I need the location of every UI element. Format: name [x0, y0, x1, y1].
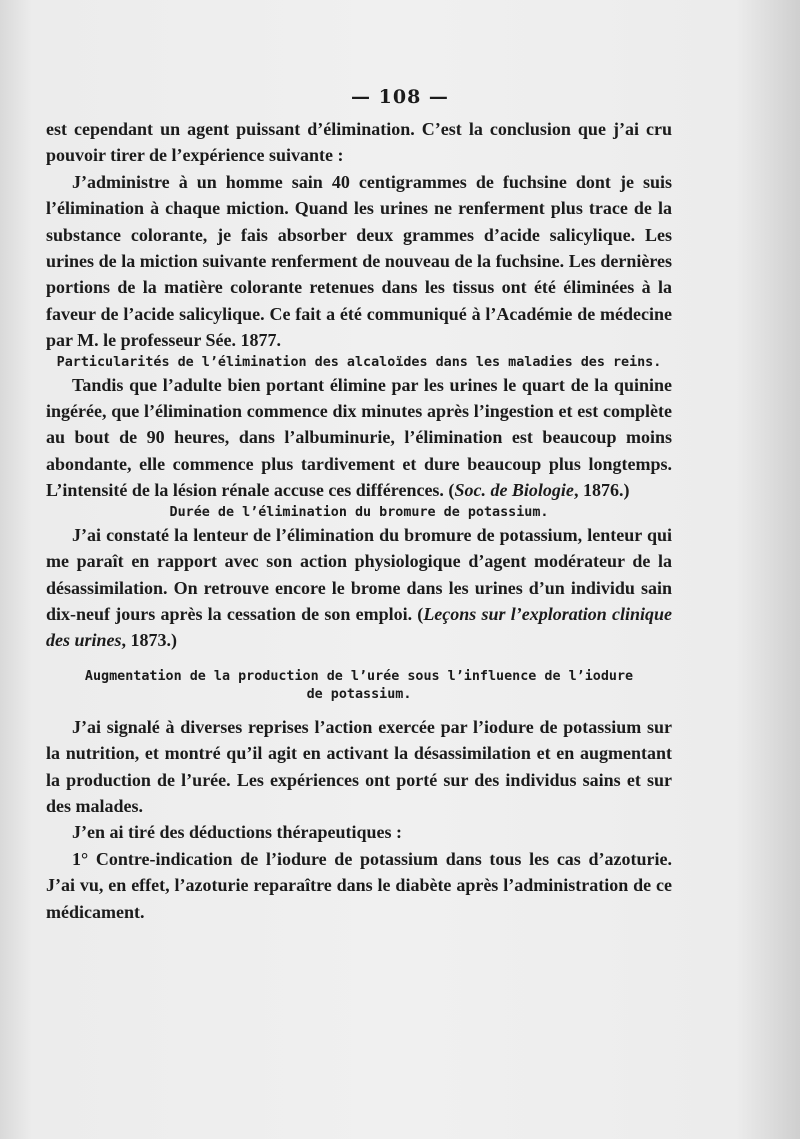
section-heading-bromure: Durée de l’élimination du bromure de potassium.: [169, 504, 549, 520]
paragraph-iodure: J’ai signalé à diverses reprises l’action exercée par l’iodure de potassium sur la nutrition, et montré qu’il agit en activant la désassimilation et en augmentant la production de l’urée. Les expériences ont porté sur des individus sains et sur des malades.: [46, 716, 672, 816]
paragraph-quinine: [46, 372, 672, 504]
section-heading-uree: [46, 668, 672, 704]
section-heading-uree-line2: de potassium.: [306, 686, 412, 702]
reference-soc-biologie: Soc. de Biologie: [454, 480, 574, 501]
page-number: — 108 —: [351, 86, 449, 108]
list-item-contre-indication: 1° Contre-indication de l’iodure de potassium dans tous les cas d’azoturie. J’ai vu, en effet, l’azoturie reparaître dans le diabète après l’administration de ce médicament.: [46, 848, 672, 922]
paragraph-deductions: J’en ai tiré des déductions thérapeutiques :: [72, 822, 402, 843]
section-heading-uree-line1: Augmentation de la production de l’urée sous l’influence de l’iodure: [84, 668, 634, 684]
paragraph-fuchsine-experiment: J’administre à un homme sain 40 centigrammes de fuchsine dont je suis l’élimination à chaque miction. Quand les urines ne renferment plus trace de la substance colorante, je fais absorber deux grammes d’acide salicylique. Les urines de la miction suivante renferment de nouveau de la fuchsine. Les dernières portions de la matière colorante retenues dans les tissus ont été éliminées à la faveur de l’acide salicylique. Ce fait a été communiqué à l’Académie de médecine par M. le professeur Sée. 1877.: [46, 171, 672, 351]
body-text: [46, 116, 672, 925]
paragraph-quinine-text: Tandis que l’adulte bien portant élimine par les urines le quart de la quinine ingérée, que l’élimination commence dix minutes après l’ingestion et est complète au bout de 90 heures, dans l’albuminurie, l’élimination est beaucoup moins abondante, elle commence plus tardivement et dure beaucoup plus longtemps. L’intensité de la lésion rénale accuse ces différences. (: [46, 374, 672, 501]
section-heading-alcaloides: Particularités de l’élimination des alcaloïdes dans les maladies des reins.: [56, 354, 662, 370]
paragraph-bromure-text: J’ai constaté la lenteur de l’élimination du bromure de potassium, lenteur qui me paraît en rapport avec son action physiologique d’agent modérateur de la désassimilation. On retrouve encore le brome dans les urines d’un individu sain dix-neuf jours après la cessation de son emploi. (: [46, 524, 672, 624]
paragraph-bromure: [46, 522, 672, 654]
paragraph-continuation: est cependant un agent puissant d’élimination. C’est la conclusion que j’ai cru pouvoir tirer de l’expérience suivante :: [46, 119, 672, 166]
reference-year-1873: , 1873.): [121, 630, 178, 651]
reference-lecons: Leçons sur l’exploration clinique des urines: [46, 603, 673, 651]
reference-year-1876: , 1876.): [573, 480, 630, 501]
